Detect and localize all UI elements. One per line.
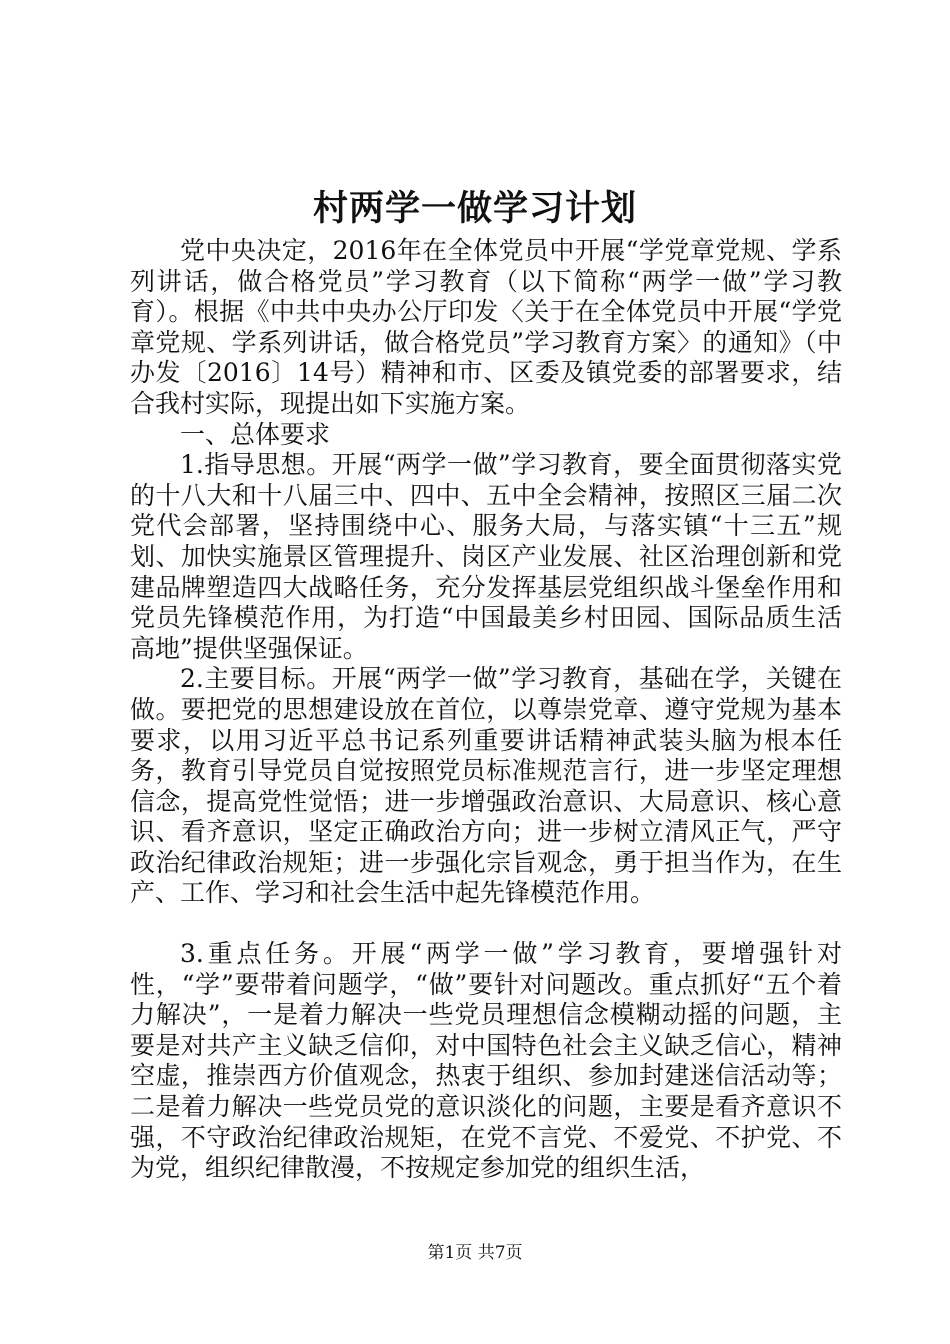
paragraph-key-tasks: 3.重点任务。开展“两学一做”学习教育，要增强针对性，“学”要带着问题学，“做”要针对问题改。重点抓好“五个着力解决”，一是着力解决一些党员理想信念模糊动摇的问题，主要是对共产主义缺乏信仰，对中国特色社会主义缺乏信心，精神空虚，推崇西方价值观念，热衷于组织、参加封建迷信活动等；二是着力解决一些党员党的意识淡化的问题，主要是看齐意识不强，不守政治纪律政治规矩，在党不言党、不爱党、不护党、不为党，组织纪律散漫，不按规定参加党的组织生活， <box>130 939 842 1183</box>
document-body <box>130 236 842 1184</box>
paragraph-guiding-ideology: 1.指导思想。开展“两学一做”学习教育，要全面贯彻落实党的十八大和十八届三中、四中、五中全会精神，按照区三届二次党代会部署，坚持围绕中心、服务大局，与落实镇“十三五”规划、加快实施景区管理提升、岗区产业发展、社区治理创新和党建品牌塑造四大战略任务，充分发挥基层党组织战斗堡垒作用和党员先锋模范作用，为打造“中国最美乡村田园、国际品质生活高地”提供坚强保证。 <box>130 450 842 663</box>
paragraph-main-goals: 2.主要目标。开展“两学一做”学习教育，基础在学，关键在做。要把党的思想建设放在首位，以尊崇党章、遵守党规为基本要求，以用习近平总书记系列重要讲话精神武装头脑为根本任务，教育引导党员自觉按照党员标准规范言行，进一步坚定理想信念，提高党性觉悟；进一步增强政治意识、大局意识、核心意识、看齐意识，坚定正确政治方向；进一步树立清风正气，严守政治纪律政治规矩；进一步强化宗旨观念，勇于担当作为，在生产、工作、学习和社会生活中起先锋模范作用。 <box>130 664 842 908</box>
section-heading-general-requirements: 一、总体要求 <box>180 419 331 449</box>
paragraph-intro: 党中央决定，2016年在全体党员中开展“学党章党规、学系列讲话，做合格党员”学习教育（以下简称“两学一做”学习教育）。根据《中共中央办公厅印发〈关于在全体党员中开展“学党章党规、学系列讲话，做合格党员”学习教育方案〉的通知》（中办发〔2016〕14号）精神和市、区委及镇党委的部署要求，结合我村实际，现提出如下实施方案。 <box>130 236 842 418</box>
document-title: 村两学一做学习计划 <box>312 188 637 229</box>
page-footer: 第1页 共7页 <box>427 1243 523 1263</box>
